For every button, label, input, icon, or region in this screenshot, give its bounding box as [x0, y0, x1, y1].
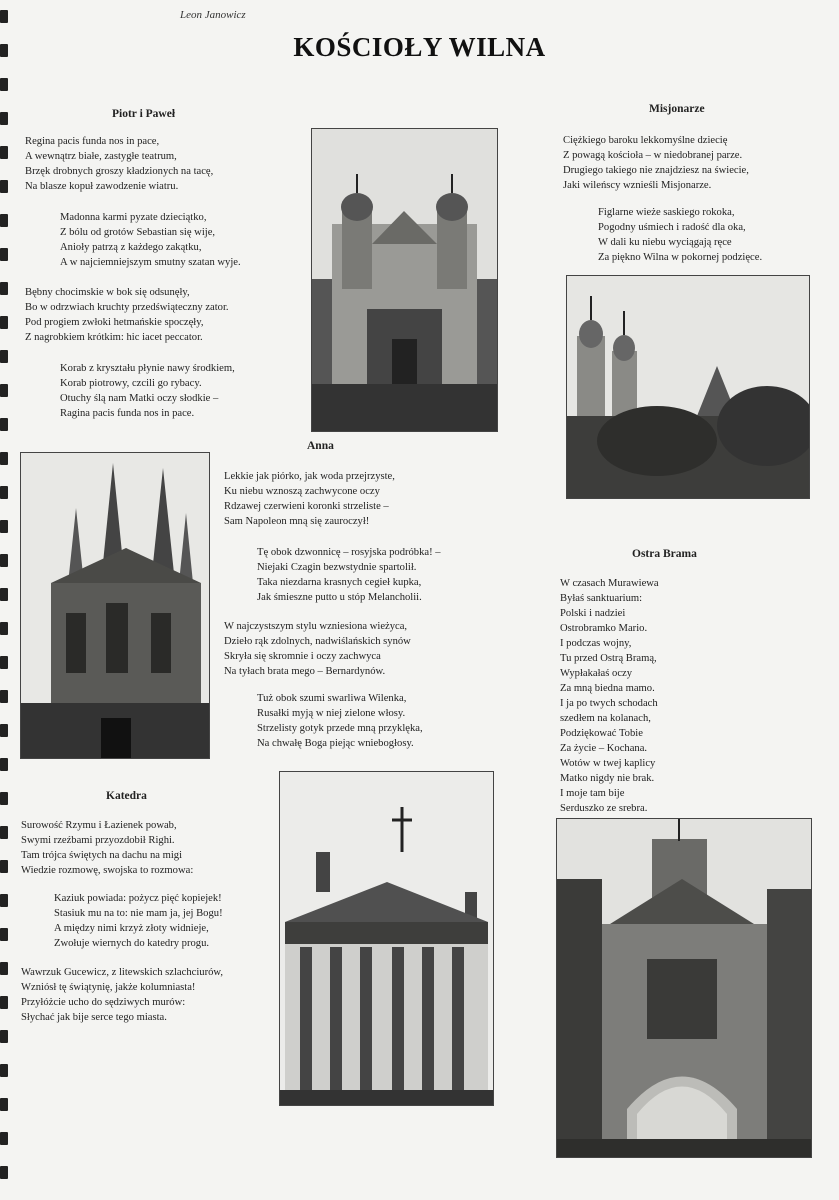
verse-line: Korab z kryształu płynie nawy środkiem, — [60, 363, 235, 374]
verse-line: Tam trójca świętych na dachu na migi — [21, 850, 183, 861]
verse-line: Drugiego takiego nie znajdziesz na świecie, — [563, 165, 749, 176]
verse-line: A w najciemniejszym smutny szatan wyje. — [60, 257, 241, 268]
verse-line: Jak śmieszne putto u stóp Melancholii. — [257, 592, 422, 603]
poem-title-ostra-brama: Ostra Brama — [632, 548, 697, 560]
page-title: KOŚCIOŁY WILNA — [293, 32, 546, 62]
stanza — [25, 285, 229, 345]
author-name: Leon Janowicz — [180, 9, 246, 21]
verse-line: Jaki wileńscy wznieśli Misjonarze. — [563, 180, 712, 191]
verse-line: Rdzawej czerwieni koronki strzeliste – — [224, 501, 389, 512]
verse-line: Tuż obok szumi swarliwa Wilenka, — [257, 693, 407, 704]
verse-line: Surowość Rzymu i Łazienek powab, — [21, 820, 177, 831]
stanza — [563, 133, 749, 193]
verse-line: Wawrzuk Gucewicz, z litewskich szlachciurów, — [21, 967, 224, 978]
poem-title-misjonarze: Misjonarze — [649, 103, 705, 115]
stanza — [21, 818, 193, 878]
verse-line: Polski i nadziei — [560, 608, 626, 619]
church-photo-misjonarze — [566, 275, 810, 499]
verse-line: Serduszko ze srebra. — [560, 803, 648, 814]
church-photo-anna — [20, 452, 210, 759]
verse-line: Z powagą kościoła – w niedobranej parze. — [563, 150, 743, 161]
verse-line: Wypłakałaś oczy — [560, 668, 633, 679]
verse-line: Sam Napoleon mną się zauroczył! — [224, 516, 370, 527]
verse-line: Brzęk drobnych groszy kładzionych na tacę, — [25, 166, 214, 177]
verse-line: Rusałki myją w niej zielone włosy. — [257, 708, 406, 719]
verse-line: Za życie – Kochana. — [560, 743, 648, 754]
stanza — [257, 691, 423, 751]
verse-line: W najczystszym stylu wzniesiona wieżyca, — [224, 621, 408, 632]
verse-line: I podczas wojny, — [560, 638, 632, 649]
verse-line: Niejaki Czagin bezwstydnie spartolił. — [257, 562, 417, 573]
spiral-binding — [0, 0, 12, 1200]
verse-line: I ja po twych schodach — [560, 698, 658, 709]
verse-line: Madonna karmi pyzate dzieciątko, — [60, 212, 207, 223]
poem-title-piotr-i-pawel: Piotr i Paweł — [112, 108, 176, 120]
verse-line: W czasach Murawiewa — [560, 578, 659, 589]
verse-line: Ciężkiego baroku lekkomyślne dziecię — [563, 135, 728, 146]
gate-photo-ostra-brama — [556, 818, 812, 1158]
verse-line: Wiedzie rozmowę, swojska to rozmowa: — [21, 865, 194, 876]
verse-line: Regina pacis funda nos in pace, — [25, 136, 160, 147]
verse-line: Podziękować Tobie — [560, 728, 643, 739]
verse-line: Na blasze kopuł zawodzenie wiatru. — [25, 181, 179, 192]
verse-line: Przyłóżcie ucho do sędziwych murów: — [21, 997, 186, 1008]
verse-line: Dzieło rąk zdolnych, nadwiślańskich synów — [224, 636, 411, 647]
verse-line: Anioły patrzą z każdego zakątku, — [60, 242, 202, 253]
stanza — [560, 576, 659, 816]
verse-line: Wotów w twej kaplicy — [560, 758, 656, 769]
stanza — [25, 134, 213, 194]
verse-line: Na tyłach brata mego – Bernardynów. — [224, 666, 386, 677]
verse-line: Matko nigdy nie brak. — [560, 773, 655, 784]
poem-title-katedra: Katedra — [106, 790, 147, 802]
stanza — [60, 210, 241, 270]
verse-line: I moje tam bije — [560, 788, 625, 799]
verse-line: Stasiuk mu na to: nie mam ja, jej Bogu! — [54, 908, 223, 919]
verse-line: Lekkie jak piórko, jak woda przejrzyste, — [224, 471, 395, 482]
verse-line: W dali ku niebu wyciągają ręce — [598, 237, 732, 248]
verse-line: Ostrobramko Mario. — [560, 623, 648, 634]
verse-line: A wewnątrz białe, zastygłe teatrum, — [25, 151, 177, 162]
verse-line: Pod progiem zwłoki hetmańskie spoczęły, — [25, 317, 204, 328]
stanza — [54, 891, 223, 951]
verse-line: Za mną biedna mamo. — [560, 683, 655, 694]
verse-line: A między nimi krzyż złoty widnieje, — [54, 923, 209, 934]
verse-line: Na chwałę Boga piejąc wniebogłosy. — [257, 738, 414, 749]
verse-line: Wzniósł tę świątynię, jakże kolumniasta! — [21, 982, 196, 993]
stanza — [598, 205, 762, 265]
verse-line: Pogodny uśmiech i radość dla oka, — [598, 222, 746, 233]
poem-title-anna: Anna — [307, 440, 334, 452]
verse-line: Tu przed Ostrą Bramą, — [560, 653, 657, 664]
church-photo-piotr-i-pawel — [311, 128, 498, 432]
cathedral-photo — [279, 771, 494, 1106]
verse-line: Słychać jak bije serce tego miasta. — [21, 1012, 167, 1023]
verse-line: Bębny chocimskie w bok się odsunęły, — [25, 287, 190, 298]
verse-line: Skryła się skromnie i oczy zachwyca — [224, 651, 381, 662]
verse-line: Swymi rzeźbami przyozdobił Righi. — [21, 835, 175, 846]
verse-line: Otuchy ślą nam Matki oczy słodkie – — [60, 393, 219, 404]
verse-line: Ku niebu wznoszą zachwycone oczy — [224, 486, 380, 497]
verse-line: Byłaś sanktuarium: — [560, 593, 643, 604]
verse-line: Strzelisty gotyk przede mną przyklęka, — [257, 723, 423, 734]
verse-line: Z nagrobkiem krótkim: hic iacet peccator. — [25, 332, 203, 343]
stanza — [224, 469, 395, 529]
stanza — [224, 619, 411, 679]
verse-line: Zwołuje wiernych do katedry progu. — [54, 938, 210, 949]
verse-line: Ragina pacis funda nos in pace. — [60, 408, 195, 419]
verse-line: Z bólu od grotów Sebastian się wije, — [60, 227, 216, 238]
verse-line: Tę obok dzwonnicę – rosyjska podróbka! – — [257, 547, 441, 558]
verse-line: szedłem na kolanach, — [560, 713, 651, 724]
verse-line: Kaziuk powiada: pożycz pięć kopiejek! — [54, 893, 222, 904]
stanza — [257, 545, 441, 605]
stanza — [21, 965, 223, 1025]
verse-line: Bo w odrzwiach kruchty przedświąteczny zator. — [25, 302, 229, 313]
verse-line: Taka niezdarna krasnych cegieł kupka, — [257, 577, 422, 588]
stanza — [60, 361, 235, 421]
verse-line: Korab piotrowy, czcili go rybacy. — [60, 378, 202, 389]
verse-line: Za piękno Wilna w pokornej podzięce. — [598, 252, 763, 263]
verse-line: Figlarne wieże saskiego rokoka, — [598, 207, 735, 218]
